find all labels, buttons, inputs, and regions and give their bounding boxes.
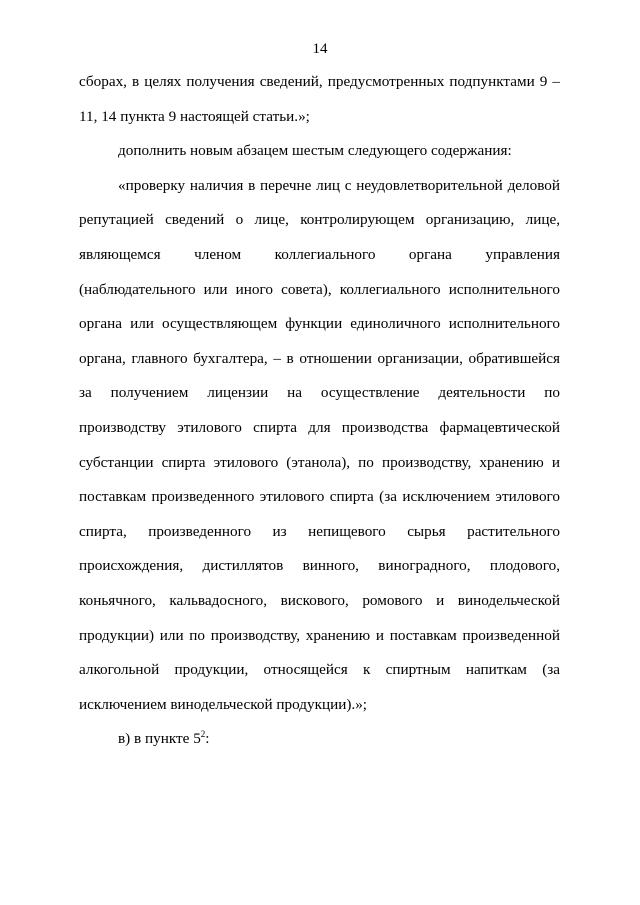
subpoint-text: в) в пункте 5 xyxy=(118,730,201,748)
paragraph-new-clause: «проверку наличия в перечне лиц с неудовлетворительной деловой репутацией сведений о лице, контролирующем организацию, лице, являющемся членом коллегиального органа управления (наблюдательного или иного совета), коллегиального исполнительного органа или осуществляющем функции единоличного исполнительного органа, главного бухгалтера, – в отношении организации, обратившейся за получением лицензии на осуществление деятельности по производству этилового спирта для производства фармацевтической субстанции спирта этилового (этанола), по производству, хранению и поставкам произведенного этилового спирта (за исключением этилового спирта, произведенного из непищевого сырья растительного происхождения, дистиллятов винного, виноградного, плодового, коньячного, кальвадосного, вискового, ромового и винодельческой продукции) или по производству, хранению и поставкам произведенной алкогольной продукции, относящейся к спиртным напиткам (за исключением винодельческой продукции).»; xyxy=(79,176,560,713)
document-body xyxy=(79,65,560,757)
page-number: 14 xyxy=(312,41,328,57)
subpoint-colon: : xyxy=(205,730,210,748)
paragraph-subpoint xyxy=(79,722,560,757)
paragraph-continuation: сборах, в целях получения сведений, предусмотренных подпунктами 9 – 11, 14 пункта 9 настоящей статьи.»; xyxy=(79,73,560,125)
paragraph-amendment-instruction: дополнить новым абзацем шестым следующего содержания: xyxy=(118,142,512,160)
subpoint-superscript: 2 xyxy=(200,729,206,740)
